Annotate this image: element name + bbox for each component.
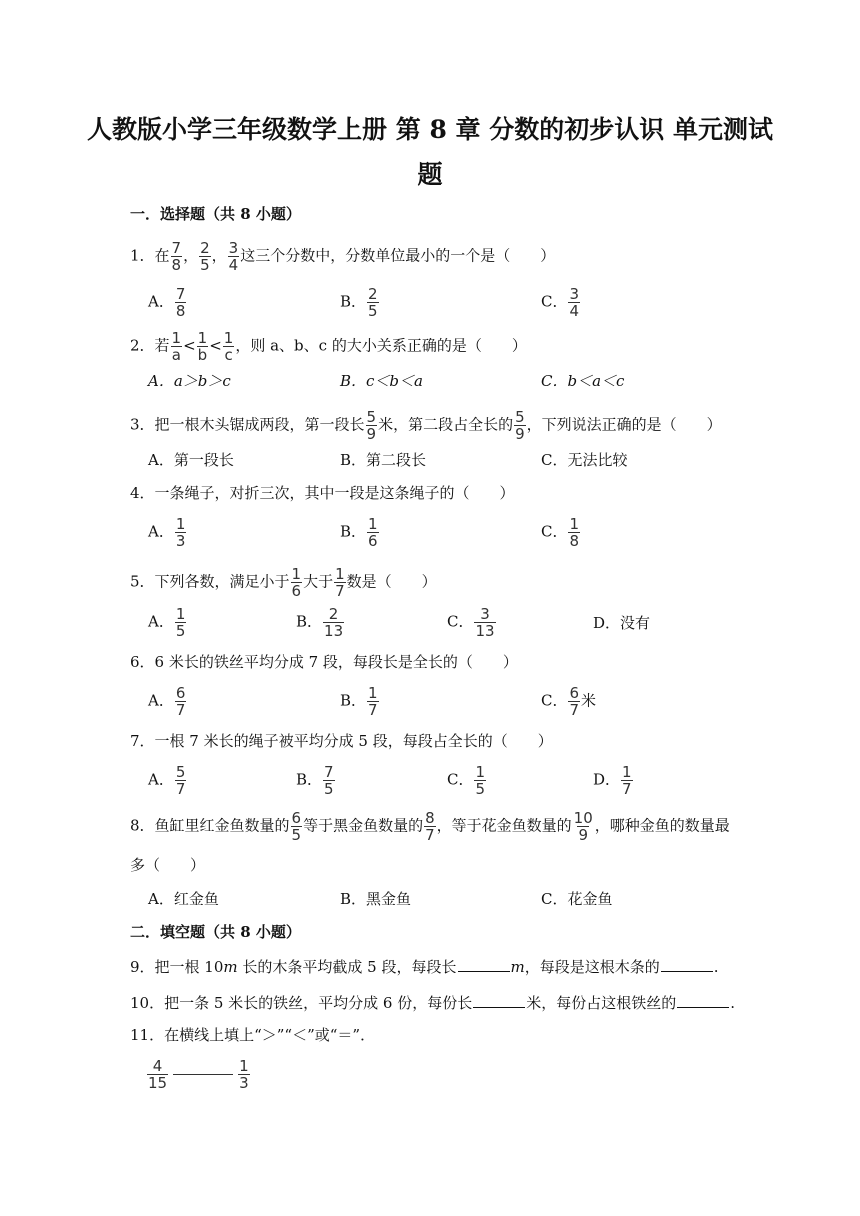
q6-option-b: B． $\frac{1}{7}$ <box>340 684 378 719</box>
question-11: 11．在横线上填上“＞”“＜”或“＝”． <box>130 1026 376 1044</box>
question-8-line2: 多（ ） <box>130 856 206 874</box>
section-fill-title: 二．填空题（共 8 小题） <box>130 923 301 941</box>
question-2: 2．若 $\frac{1}{a}$ < $\frac{1}{b}$ < $\frac{1}{c}$ ，则 a、b、c 的大小关系正确的是（ ） <box>130 329 527 364</box>
q7-option-d: D． $\frac{1}{7}$ <box>593 763 632 798</box>
q5-option-c: C． $\frac{3}{13}$ <box>447 605 495 640</box>
question-8: 8．鱼缸里红金鱼数量的 $\frac{6}{5}$ 等于黑金鱼数量的 $\frac{8}{7}$ ，等于花金鱼数量的 $\frac{10}{9}$ ，哪种金鱼的数量最 <box>130 809 730 844</box>
doc-title-line2: 题 <box>417 160 443 189</box>
question-6: 6．6 米长的铁丝平均分成 7 段，每段长是全长的（ ） <box>130 653 518 671</box>
answer-blank[interactable] <box>473 993 525 1008</box>
fraction: $\frac{2}{5}$ <box>200 239 210 274</box>
q3-option-b: B．第二段长 <box>340 451 427 469</box>
doc-title-line1: 人教版小学三年级数学上册 第 8 章 分数的初步认识 单元测试 <box>87 115 773 144</box>
q5-option-d: D．没有 <box>593 614 651 632</box>
q2-option-b: B．c＜b＜a <box>340 372 423 390</box>
answer-blank[interactable] <box>458 957 510 972</box>
q5-option-b: B． $\frac{2}{13}$ <box>296 605 344 640</box>
q4-option-b: B． $\frac{1}{6}$ <box>340 515 378 550</box>
q7-option-b: B． $\frac{7}{5}$ <box>296 763 334 798</box>
q1-option-c: C． $\frac{3}{4}$ <box>541 285 580 320</box>
question-10: 10．把一条 5 米长的铁丝，平均分成 6 份，每份长 米，每份占这根铁丝的 . <box>130 994 736 1012</box>
section-choice-title: 一．选择题（共 8 小题） <box>130 205 301 223</box>
q4-option-c: C． $\frac{1}{8}$ <box>541 515 580 550</box>
q3-option-a: A．第一段长 <box>148 451 234 469</box>
question-9: 9．把一根 10m 长的木条平均截成 5 段，每段长 m，每段是这根木条的 . <box>130 958 719 976</box>
question-3: 3．把一根木头锯成两段，第一段长 $\frac{5}{9}$ 米，第二段占全长的 $\frac{5}{9}$ ，下列说法正确的是（ ） <box>130 408 722 443</box>
answer-blank[interactable] <box>677 993 729 1008</box>
q1-option-b: B． $\frac{2}{5}$ <box>340 285 378 320</box>
question-1: 1．在 $\frac{7}{8}$ ， $\frac{2}{5}$ ， $\frac{3}{4}$ 这三个分数中，分数单位最小的一个是（ ） <box>130 239 556 274</box>
fraction: $\frac{7}{8}$ <box>171 239 182 274</box>
fraction-right: $\frac{1}{3}$ <box>239 1056 249 1092</box>
q2-option-a: A．a＞b＞c <box>148 372 231 390</box>
q7-option-c: C． $\frac{1}{5}$ <box>447 763 486 798</box>
q8-option-b: B．黑金鱼 <box>340 890 412 908</box>
question-5: 5．下列各数，满足小于 $\frac{1}{6}$ 大于 $\frac{1}{7}$ 数是（ ） <box>130 565 437 600</box>
q7-option-a: A． $\frac{5}{7}$ <box>148 763 186 798</box>
fraction: $\frac{3}{4}$ <box>228 239 239 274</box>
fraction-left: $\frac{4}{15}$ <box>148 1056 168 1092</box>
compare-row <box>146 1054 251 1094</box>
q5-option-a: A． $\frac{1}{5}$ <box>148 605 186 640</box>
q1-option-a: A． $\frac{7}{8}$ <box>148 285 186 320</box>
compare-blank[interactable] <box>173 1074 233 1075</box>
q3-option-c: C．无法比较 <box>541 451 628 469</box>
question-4: 4．一条绳子，对折三次，其中一段是这条绳子的（ ） <box>130 484 515 502</box>
q2-option-c: C．b＜a＜c <box>541 372 625 390</box>
q6-option-c: C． $\frac{6}{7}$ 米 <box>541 684 597 719</box>
answer-blank[interactable] <box>661 957 713 972</box>
q8-option-a: A．红金鱼 <box>148 890 219 908</box>
q6-option-a: A． $\frac{6}{7}$ <box>148 684 186 719</box>
q4-option-a: A． $\frac{1}{3}$ <box>148 515 186 550</box>
q8-option-c: C．花金鱼 <box>541 890 613 908</box>
question-7: 7．一根 7 米长的绳子被平均分成 5 段，每段占全长的（ ） <box>130 732 553 750</box>
